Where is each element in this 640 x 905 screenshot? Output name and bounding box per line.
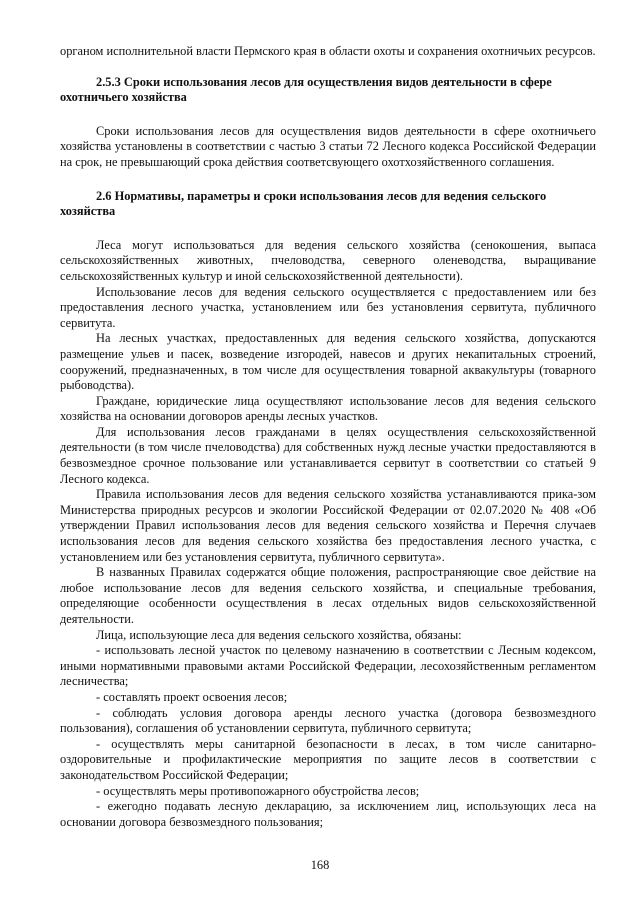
section-heading-2-6: 2.6 Нормативы, параметры и сроки использования лесов для ведения сельского хозяйства [60,188,547,219]
paragraph-obligations-intro: Лица, использующие леса для ведения сельского хозяйства, обязаны: [96,627,462,642]
paragraph-agriculture-uses: Леса могут использоваться для ведения сельского хозяйства (сенокошения, выпаса сельскохозяйственных животных, пчеловодства, северного оленеводства, выращивание сельскохозяйственных культур и иной сельскохозяйственной деятельности). [60,237,596,283]
list-item: - осуществлять меры противопожарного обустройства лесов; [96,783,420,798]
list-item: - составлять проект освоения лесов; [96,689,288,704]
list-item: - соблюдать условия договора аренды лесного участка (договора безвозмездного пользования), соглашения об установлении сервитута, публичного сервитута; [60,705,596,736]
paragraph-rules-content: В названных Правилах содержатся общие положения, распространяющие свое действие на любое использование лесов для ведения сельского хозяйства, и специальные требования, определяющие особенности осуществления в лесах отдельных видов сельскохозяйственной деятельности. [60,565,596,626]
paragraph-lease-basis: Граждане, юридические лица осуществляют использование лесов для ведения сельского хозяйства на основании договоров аренды лесных участков. [60,393,596,424]
list-item: - осуществлять меры санитарной безопасности в лесах, в том числе санитарно-оздоровительные и профилактические мероприятия по защите лесов в соответствии с законодательством Российской Федерации; [60,736,596,782]
paragraph-citizens-use: Для использования лесов гражданами в целях осуществления сельскохозяйственной деятельности (в том числе пчеловодства) для собственных нужд лесные участки предоставляются в безвозмездное срочное пользование или устанавливается сервитут в соответствии со статьей 9 Лесного кодекса. [60,424,596,486]
section-heading-2-5-3: 2.5.3 Сроки использования лесов для осуществления видов деятельности в сфере охотничьего хозяйства [60,74,552,105]
paragraph-use-modes: Использование лесов для ведения сельского осуществляется с предоставлением или без предоставления лесного участка, установлением или без установления сервитута, публичного сервитута. [60,284,596,330]
document-page [60,44,596,830]
paragraph-hunting-terms: Сроки использования лесов для осуществления видов деятельности в сфере охотничьего хозяйства установлены в соответствии с частью 3 статьи 72 Лесного кодекса Российской Федерации на срок, не превышающий срока действия соответсвующего охотхозяйственного соглашения. [60,123,596,169]
paragraph-allowed-structures: На лесных участках, предоставленных для ведения сельского хозяйства, допускаются размещение ульев и пасек, возведение изгородей, навесов и других некапитальных строений, сооружений, предназначенных, в том числе для осуществления товарной аквакультуры (товарного рыбоводства). [60,331,596,393]
paragraph-continuation: органом исполнительной власти Пермского края в области охоты и сохранения охотничьих ресурсов. [60,44,596,58]
paragraph-rules-order: Правила использования лесов для ведения сельского хозяйства устанавливаются прика-зом Министерства природных ресурсов и экологии Российской Федерации от 02.07.2020 № 408 «Об утверждении Правил использования лесов для ведения сельского хозяйства и Перечня случаев использования лесов для ведения сельского хозяйства без предоставления лесного участка, с установлением или без установления сервитута, публичного сервитута». [60,487,596,564]
list-item: - использовать лесной участок по целевому назначению в соответствии с Лесным кодексом, иными нормативными правовыми актами Российской Федерации, лесохозяйственным регламентом лесничества; [60,643,596,689]
list-item: - ежегодно подавать лесную декларацию, за исключением лиц, использующих леса на основании договора безвозмездного пользования; [60,799,596,829]
page-number: 168 [310,858,330,872]
